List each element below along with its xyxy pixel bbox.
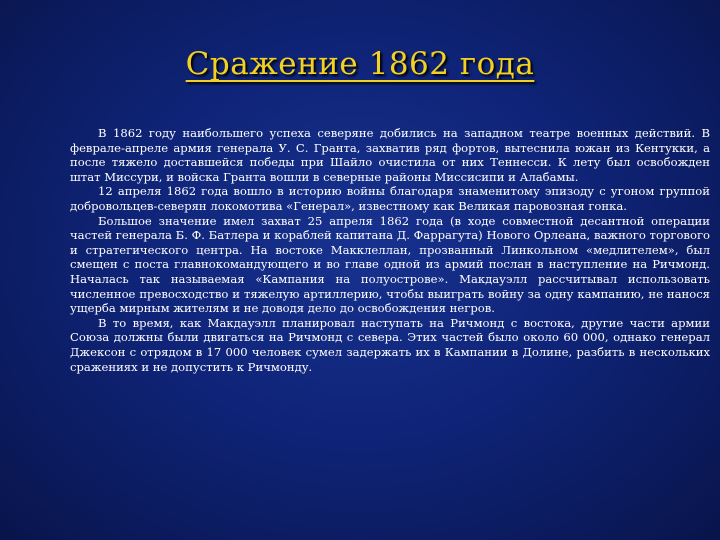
- slide-body: [70, 126, 710, 374]
- slide-title: Сражение 1862 года: [185, 46, 535, 82]
- paragraph-2: 12 апреля 1862 года вошло в историю войны благодаря знаменитому эпизоду с угоном группой добровольцев-северян локомотива «Генерал», известному как Великая паровозная гонка.: [70, 184, 710, 213]
- paragraph-3: Большое значение имел захват 25 апреля 1862 года (в ходе совместной десантной операции частей генерала Б. Ф. Батлера и кораблей капитана Д. Фаррагута) Нового Орлеана, важного торгового и стратегического центра. На востоке Макклеллан, прозванный Линкольном «медлителем», был смещен с поста главнокомандующего и во главе одной из армий послан в наступление на Ричмонд. Началась так называемая «Кампания на полуострове». Макдауэлл рассчитывал использовать численное превосходство и тяжелую артиллерию, чтобы выиграть войну за одну кампанию, не нанося ущерба мирным жителям и не доводя дело до освобождения негров.: [70, 213, 710, 316]
- paragraph-1: В 1862 году наибольшего успеха северяне добились на западном театре военных действий. В феврале-апреле армия генерала У. С. Гранта, захватив ряд фортов, вытеснила южан из Кентукки, а после тяжело доставшейся победы при Шайло очистила от них Теннесси. К лету был освобожден штат Миссури, и войска Гранта вошли в северные районы Миссисипи и Алабамы.: [70, 126, 710, 184]
- paragraph-4: В то время, как Макдауэлл планировал наступать на Ричмонд с востока, другие части армии Союза должны были двигаться на Ричмонд с севера. Этих частей было около 60 000, однако генерал Джексон с отрядом в 17 000 человек сумел задержать их в Кампании в Долине, разбить в нескольких сражениях и не допустить к Ричмонду.: [70, 315, 710, 374]
